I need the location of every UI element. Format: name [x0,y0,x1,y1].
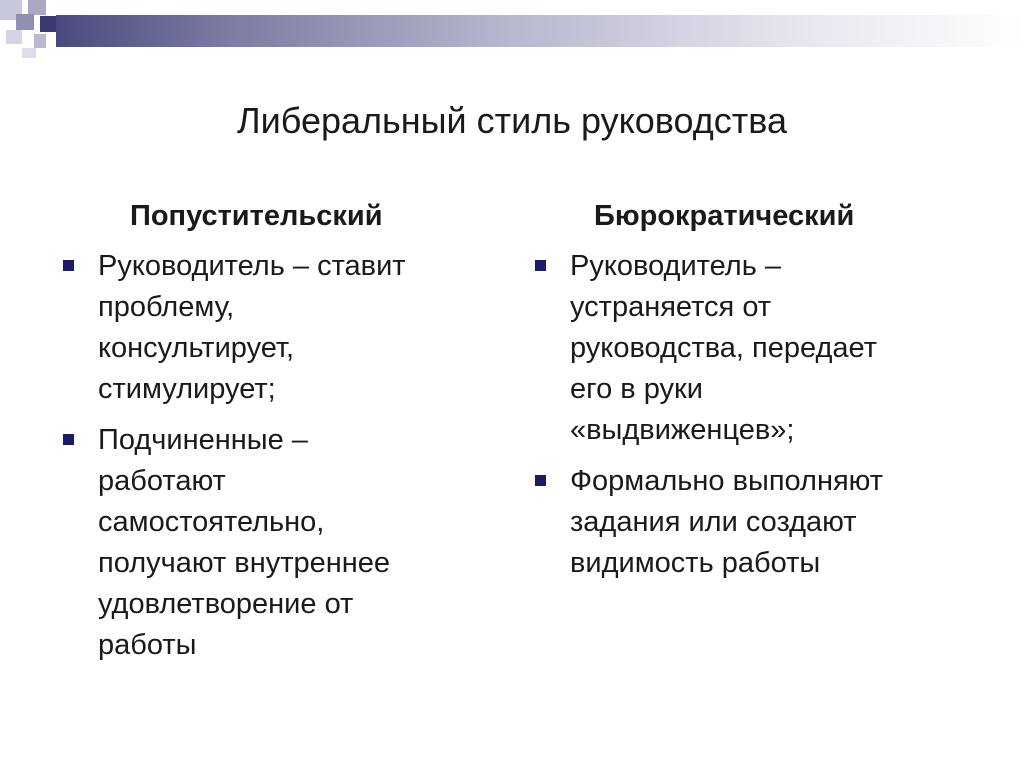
square-bullet-icon [63,434,74,445]
decor-square [6,30,22,44]
decor-square [34,34,46,48]
bullet-text: Руководитель – устраняется от руководства, передает его в руки «выдвиженцев»; [570,250,877,446]
bullet-item [532,461,982,584]
decor-square [28,0,46,15]
bullet-item [60,420,500,666]
column-heading: Бюрократический [594,200,855,232]
column-bureaucratic [532,196,982,594]
decor-square [16,14,34,30]
bullet-list [60,246,500,666]
decor-square [22,48,36,58]
bullet-item [532,246,982,451]
header-gradient-bar [56,15,1024,47]
bullet-item [60,246,500,410]
column-permissive [60,196,500,676]
square-bullet-icon [63,260,74,271]
slide-title: Либеральный стиль руководства [237,100,787,142]
bullet-text: Подчиненные – работают самостоятельно, получают внутреннее удовлетворение от работы [98,424,391,661]
header-decoration [0,0,1024,70]
square-bullet-icon [535,260,546,271]
square-bullet-icon [535,475,546,486]
bullet-text: Формально выполняют задания или создают видимость работы [570,465,884,579]
bullet-text: Руководитель – ставит проблему, консультирует, стимулирует; [98,250,406,405]
decor-square [40,16,56,32]
column-heading: Попустительский [130,200,383,232]
bullet-list [532,246,982,584]
